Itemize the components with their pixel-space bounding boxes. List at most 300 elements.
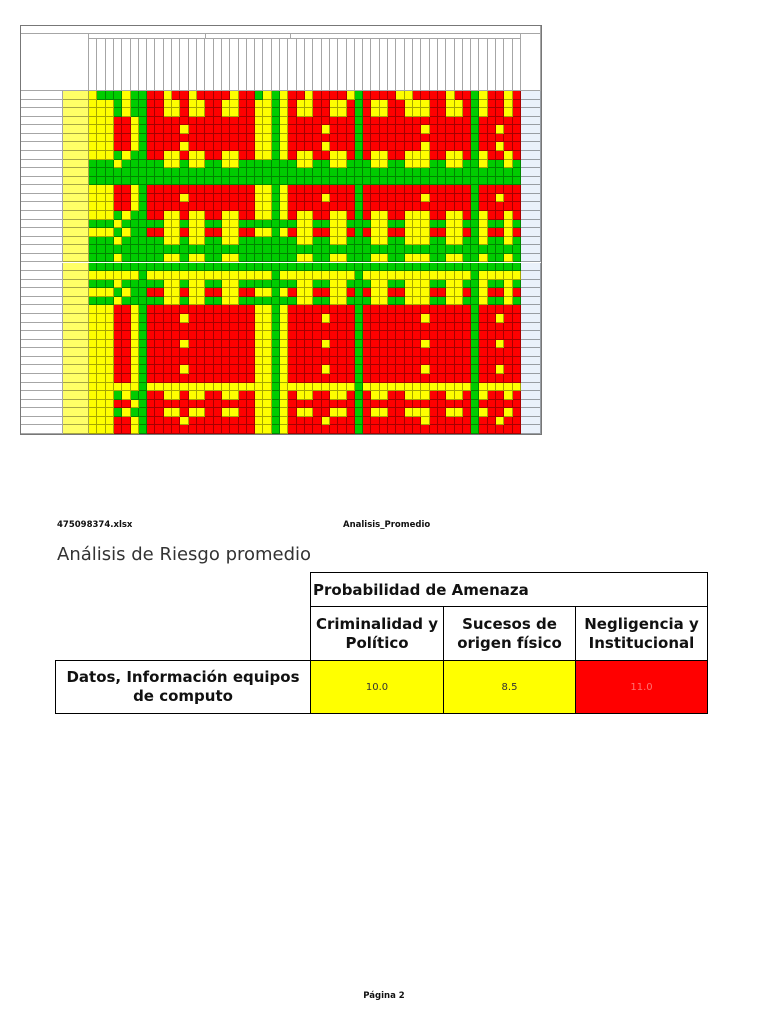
heatmap-cell [247, 211, 255, 220]
total-cell [521, 357, 541, 366]
heatmap-cell [413, 160, 421, 169]
heatmap-cell [438, 220, 446, 229]
heatmap-cell [347, 271, 355, 280]
heatmap-cell [305, 245, 313, 254]
heatmap-cell [322, 194, 330, 203]
row-label-cell [21, 280, 63, 289]
heatmap-cell [313, 323, 321, 332]
heatmap-cell [496, 383, 504, 392]
heatmap-cell [388, 91, 396, 100]
heatmap-cell [388, 134, 396, 143]
heatmap-cell [347, 263, 355, 272]
heatmap-cell [97, 425, 105, 434]
heatmap-cell [155, 391, 163, 400]
heatmap-cell [504, 177, 512, 186]
heatmap-cell [463, 237, 471, 246]
heatmap-cell [139, 100, 147, 109]
heatmap-cell [330, 357, 338, 366]
heatmap-cell [172, 314, 180, 323]
heatmap-cell [305, 340, 313, 349]
heatmap-cell [222, 417, 230, 426]
heatmap-cell [114, 374, 122, 383]
heatmap-cell [488, 254, 496, 263]
heatmap-cell [97, 211, 105, 220]
heatmap-cell [239, 263, 247, 272]
heatmap-cell [139, 425, 147, 434]
heatmap-cell [106, 340, 114, 349]
heatmap-cell [89, 160, 97, 169]
heatmap-cell [106, 280, 114, 289]
heatmap-cell [205, 228, 213, 237]
heatmap-cell [363, 408, 371, 417]
heatmap-cell [455, 117, 463, 126]
column-header-cell [106, 39, 114, 91]
heatmap-cell [97, 108, 105, 117]
heatmap-cell [430, 160, 438, 169]
heatmap-cell [330, 331, 338, 340]
heatmap-cell [438, 245, 446, 254]
heatmap-cell [479, 108, 487, 117]
heatmap-cell [313, 194, 321, 203]
heatmap-cell [214, 348, 222, 357]
heatmap-cell [247, 254, 255, 263]
heatmap-cell [106, 408, 114, 417]
heatmap-cell [131, 168, 139, 177]
heatmap-cell [496, 220, 504, 229]
heatmap-cell [230, 331, 238, 340]
heatmap-cell [272, 357, 280, 366]
heatmap-cell [322, 348, 330, 357]
column-header-cell [430, 39, 438, 91]
heatmap-cell [247, 160, 255, 169]
heatmap-cell [504, 383, 512, 392]
heatmap-cell [280, 425, 288, 434]
heatmap-cell [214, 177, 222, 186]
level-cell [63, 408, 89, 417]
total-cell [521, 211, 541, 220]
heatmap-cell [247, 151, 255, 160]
heatmap-cell [89, 348, 97, 357]
heatmap-cell [471, 263, 479, 272]
heatmap-cell [263, 383, 271, 392]
heatmap-cell [388, 211, 396, 220]
heatmap-cell [205, 117, 213, 126]
heatmap-cell [255, 340, 263, 349]
heatmap-cell [297, 280, 305, 289]
heatmap-cell [421, 280, 429, 289]
heatmap-cell [380, 237, 388, 246]
heatmap-cell [338, 400, 346, 409]
heatmap-cell [322, 314, 330, 323]
heatmap-cell [272, 100, 280, 109]
heatmap-cell [338, 168, 346, 177]
heatmap-cell [430, 271, 438, 280]
heatmap-cell [297, 383, 305, 392]
column-header-cell [297, 39, 305, 91]
heatmap-cell [155, 323, 163, 332]
heatmap-cell [405, 425, 413, 434]
row-label-cell [21, 271, 63, 280]
heatmap-cell [222, 117, 230, 126]
heatmap-cell [164, 177, 172, 186]
heatmap-cell [280, 383, 288, 392]
heatmap-cell [496, 408, 504, 417]
heatmap-cell [164, 323, 172, 332]
heatmap-cell [421, 160, 429, 169]
heatmap-cell [89, 177, 97, 186]
row-label-cell [21, 400, 63, 409]
heatmap-cell [421, 245, 429, 254]
heatmap-cell [239, 280, 247, 289]
heatmap-cell [380, 331, 388, 340]
heatmap-cell [413, 408, 421, 417]
heatmap-cell [114, 202, 122, 211]
heatmap-cell [280, 185, 288, 194]
heatmap-cell [172, 151, 180, 160]
heatmap-cell [488, 297, 496, 306]
heatmap-cell [155, 374, 163, 383]
heatmap-cell [479, 194, 487, 203]
heatmap-cell [280, 100, 288, 109]
heatmap-cell [355, 305, 363, 314]
heatmap-cell [164, 185, 172, 194]
heatmap-cell [388, 383, 396, 392]
heatmap-cell [438, 100, 446, 109]
total-cell [521, 365, 541, 374]
heatmap-cell [438, 142, 446, 151]
heatmap-cell [239, 185, 247, 194]
heatmap-cell [205, 134, 213, 143]
heatmap-cell [413, 323, 421, 332]
heatmap-cell [214, 305, 222, 314]
heatmap-cell [131, 391, 139, 400]
heatmap-cell [106, 228, 114, 237]
heatmap-cell [471, 168, 479, 177]
row-label-cell [21, 202, 63, 211]
heatmap-cell [446, 365, 454, 374]
heatmap-cell [230, 400, 238, 409]
heatmap-cell [139, 323, 147, 332]
heatmap-cell [205, 417, 213, 426]
heatmap-cell [388, 391, 396, 400]
column-header-cell [463, 39, 471, 91]
level-cell [63, 297, 89, 306]
heatmap-cell [288, 263, 296, 272]
heatmap-cell [97, 408, 105, 417]
heatmap-cell [446, 357, 454, 366]
heatmap-cell [247, 383, 255, 392]
row-label: Datos, Información equipos de computo [56, 661, 311, 714]
heatmap-cell [197, 280, 205, 289]
heatmap-cell [147, 365, 155, 374]
heatmap-cell [122, 400, 130, 409]
heatmap-cell [338, 91, 346, 100]
heatmap-cell [455, 288, 463, 297]
heatmap-cell [172, 374, 180, 383]
heatmap-cell [222, 425, 230, 434]
heatmap-cell [338, 417, 346, 426]
heatmap-cell [155, 280, 163, 289]
heatmap-cell [496, 314, 504, 323]
heatmap-cell [297, 391, 305, 400]
heatmap-cell [247, 228, 255, 237]
heatmap-cell [405, 408, 413, 417]
heatmap-cell [89, 280, 97, 289]
heatmap-cell [122, 125, 130, 134]
heatmap-cell [205, 305, 213, 314]
heatmap-cell [330, 271, 338, 280]
level-cell [63, 331, 89, 340]
heatmap-cell [197, 348, 205, 357]
heatmap-cell [239, 400, 247, 409]
row-label-cell [21, 211, 63, 220]
heatmap-cell [463, 254, 471, 263]
heatmap-cell [172, 91, 180, 100]
heatmap-cell [197, 383, 205, 392]
heatmap-cell [380, 108, 388, 117]
heatmap-cell [189, 357, 197, 366]
heatmap-cell [471, 91, 479, 100]
heatmap-cell [455, 108, 463, 117]
column-header-cell [479, 39, 487, 91]
heatmap-cell [222, 305, 230, 314]
heatmap-cell [504, 288, 512, 297]
heatmap-cell [363, 202, 371, 211]
heatmap-cell [139, 185, 147, 194]
heatmap-cell [371, 288, 379, 297]
heatmap-cell [313, 117, 321, 126]
heatmap-cell [488, 323, 496, 332]
heatmap-cell [305, 305, 313, 314]
heatmap-cell [205, 168, 213, 177]
heatmap-cell [488, 271, 496, 280]
heatmap-cell [147, 91, 155, 100]
heatmap-cell [288, 297, 296, 306]
heatmap-cell [396, 202, 404, 211]
heatmap-cell [471, 400, 479, 409]
heatmap-cell [106, 288, 114, 297]
heatmap-cell [131, 237, 139, 246]
heatmap-cell [446, 194, 454, 203]
heatmap-cell [313, 331, 321, 340]
heatmap-cell [114, 391, 122, 400]
heatmap-cell [205, 263, 213, 272]
heatmap-cell [455, 297, 463, 306]
heatmap-cell [405, 400, 413, 409]
heatmap-cell [504, 365, 512, 374]
heatmap-cell [155, 91, 163, 100]
heatmap-cell [446, 314, 454, 323]
heatmap-cell [455, 425, 463, 434]
heatmap-cell [479, 271, 487, 280]
heatmap-cell [421, 374, 429, 383]
heatmap-cell [496, 374, 504, 383]
heatmap-cell [214, 271, 222, 280]
heatmap-cell [380, 391, 388, 400]
level-cell [63, 228, 89, 237]
heatmap-cell [496, 202, 504, 211]
heatmap-cell [272, 323, 280, 332]
heatmap-cell [272, 408, 280, 417]
heatmap-cell [214, 142, 222, 151]
heatmap-cell [114, 365, 122, 374]
heatmap-cell [313, 365, 321, 374]
column-header-criminalidad: Criminalidad y Político [311, 607, 444, 661]
heatmap-cell [446, 100, 454, 109]
heatmap-cell [197, 365, 205, 374]
heatmap-cell [513, 263, 521, 272]
heatmap-cell [363, 160, 371, 169]
heatmap-cell [421, 417, 429, 426]
heatmap-cell [463, 417, 471, 426]
heatmap-cell [297, 417, 305, 426]
heatmap-cell [122, 177, 130, 186]
heatmap-cell [230, 117, 238, 126]
heatmap-cell [214, 417, 222, 426]
heatmap-cell [446, 185, 454, 194]
heatmap-cell [371, 211, 379, 220]
heatmap-cell [363, 348, 371, 357]
level-cell [63, 220, 89, 229]
heatmap-cell [164, 365, 172, 374]
heatmap-cell [488, 177, 496, 186]
heatmap-cell [180, 425, 188, 434]
heatmap-cell [89, 271, 97, 280]
heatmap-cell [479, 323, 487, 332]
heatmap-cell [355, 288, 363, 297]
heatmap-cell [363, 383, 371, 392]
heatmap-cell [89, 185, 97, 194]
heatmap-cell [396, 125, 404, 134]
heatmap-cell [180, 400, 188, 409]
column-header-cell [388, 39, 396, 91]
heatmap-cell [230, 228, 238, 237]
heatmap-cell [205, 108, 213, 117]
heatmap-cell [172, 263, 180, 272]
heatmap-cell [513, 280, 521, 289]
heatmap-cell [164, 211, 172, 220]
heatmap-cell [247, 177, 255, 186]
heatmap-cell [205, 177, 213, 186]
heatmap-cell [172, 271, 180, 280]
heatmap-cell [214, 237, 222, 246]
heatmap-cell [338, 374, 346, 383]
heatmap-cell [513, 237, 521, 246]
heatmap-cell [421, 202, 429, 211]
heatmap-cell [288, 237, 296, 246]
column-header-cell [147, 39, 155, 91]
total-cell [521, 125, 541, 134]
heatmap-cell [463, 160, 471, 169]
heatmap-cell [114, 211, 122, 220]
heatmap-cell [89, 237, 97, 246]
heatmap-cell [330, 425, 338, 434]
heatmap-cell [513, 160, 521, 169]
heatmap-cell [430, 417, 438, 426]
heatmap-cell [355, 160, 363, 169]
column-header-cell [322, 39, 330, 91]
heatmap-cell [297, 125, 305, 134]
heatmap-cell [305, 220, 313, 229]
column-header-cell [205, 39, 213, 91]
heatmap-cell [405, 194, 413, 203]
heatmap-cell [239, 100, 247, 109]
heatmap-cell [255, 357, 263, 366]
heatmap-cell [471, 408, 479, 417]
heatmap-cell [363, 168, 371, 177]
heatmap-cell [430, 151, 438, 160]
level-cell [63, 134, 89, 143]
heatmap-cell [471, 348, 479, 357]
heatmap-cell [396, 417, 404, 426]
heatmap-cell [280, 314, 288, 323]
heatmap-cell [355, 263, 363, 272]
heatmap-cell [222, 348, 230, 357]
heatmap-cell [122, 271, 130, 280]
heatmap-cell [139, 391, 147, 400]
heatmap-cell [272, 108, 280, 117]
heatmap-cell [180, 280, 188, 289]
heatmap-cell [288, 365, 296, 374]
total-cell [521, 340, 541, 349]
heatmap-cell [363, 91, 371, 100]
heatmap-cell [488, 108, 496, 117]
heatmap-cell [313, 280, 321, 289]
heatmap-cell [313, 220, 321, 229]
heatmap-cell [297, 357, 305, 366]
heatmap-cell [205, 160, 213, 169]
heatmap-cell [313, 211, 321, 220]
heatmap-cell [205, 91, 213, 100]
heatmap-cell [380, 202, 388, 211]
heatmap-cell [421, 271, 429, 280]
heatmap-cell [313, 185, 321, 194]
heatmap-cell [421, 400, 429, 409]
heatmap-cell [504, 263, 512, 272]
heatmap-cell [305, 228, 313, 237]
heatmap-cell [313, 288, 321, 297]
heatmap-cell [438, 160, 446, 169]
heatmap-cell [147, 280, 155, 289]
heatmap-cell [471, 323, 479, 332]
heatmap-cell [114, 100, 122, 109]
heatmap-cell [131, 245, 139, 254]
level-cell [63, 160, 89, 169]
heatmap-cell [347, 297, 355, 306]
heatmap-cell [371, 142, 379, 151]
heatmap-cell [355, 228, 363, 237]
heatmap-cell [413, 245, 421, 254]
heatmap-cell [388, 323, 396, 332]
heatmap-cell [380, 194, 388, 203]
heatmap-cell [272, 125, 280, 134]
heatmap-cell [388, 280, 396, 289]
heatmap-cell [396, 245, 404, 254]
heatmap-cell [347, 365, 355, 374]
heatmap-cell [330, 91, 338, 100]
column-header-cell [413, 39, 421, 91]
page-title: Análisis de Riesgo promedio [57, 544, 312, 565]
column-header-cell [438, 39, 446, 91]
heatmap-cell [380, 254, 388, 263]
row-label-cell [21, 425, 63, 434]
column-header-cell [280, 39, 288, 91]
heatmap-cell [488, 417, 496, 426]
heatmap-cell [255, 297, 263, 306]
heatmap-cell [89, 331, 97, 340]
heatmap-cell [297, 185, 305, 194]
heatmap-cell [172, 323, 180, 332]
